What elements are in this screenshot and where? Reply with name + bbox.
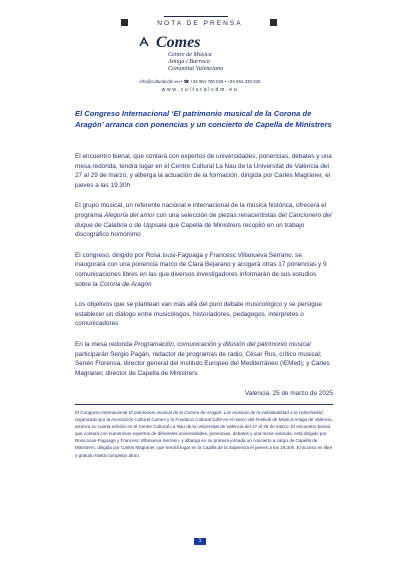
article-body <box>75 152 333 399</box>
website-link[interactable]: www.culturalcdm.eu <box>161 87 239 93</box>
paragraph-3: El congreso, dirigido por Rosa Isusi-Fagoaga y Francesc Villanueva Serrano, se inaugurará con una ponencia marco de Clara Bejarano y acogerá otras 17 ponencias y 9 comunicaciones libres en las que diversos investigadores informarán de sus estudios sobre la Corona de Aragón <box>75 251 327 288</box>
logo-line-1: Centre de Música <box>168 51 212 58</box>
logo-line-2: Antiga i Barroca <box>168 58 210 65</box>
footer-rule <box>75 404 333 405</box>
contact-line: info@culturalcdm.eu • ☎ +34 961 780 025 • +34 654 330 025 <box>139 79 261 84</box>
press-release-label: NOTA DE PRENSA <box>157 20 243 27</box>
logo-line-3: Comunitat Valenciana <box>168 65 224 72</box>
paragraph-4: Los objetivos que se plantean van más allá del puro debate musicológico y se persigue establecer un diálogo entre musicólogos, historiadores, pedagogos, intérpretes o comunicadores <box>75 301 322 328</box>
comes-logo <box>154 34 254 72</box>
paragraph-1: El encuentro bienal, que contará con expertos de universidades, ponencias, debates y una mesa redonda, tendrá lugar en el Centre Cultural La Nau de la Universitat de València del 27 al 29 de marzo, y alberga la actuación de la formación, dirigida por Carles Magraner, el jueves a las 19.30h <box>75 153 332 189</box>
logo-mark-icon <box>138 36 150 48</box>
paragraph-2: El grupo musical, un referente nacional e internacional de la música histórica, ofrecerá el programa Alegoría del amor con una selección de piezas renacentistas del Cancionero del duque de Calabria o de Uppsala que Capella de Ministrers recopiló en un trabajo discográfico homónimo <box>75 202 332 239</box>
footer-summary: El Congreso Internacional El patrimonio musical de la Corona de Aragón: Las músicas de la individualidad a la colectividad, organizado por la Asociación Cultural Comes y la Fundació Cultural CdM en el marco del Festival de Música Antiga de Valencia, arranca su cuarta edición en el Centre Cultural La Nau de la Universitat de València del 27 al 29 de marzo. El encuentro bienal, que contará con numerosos expertos de diferentes universidades, ponencias, debates y una mesa redonda, está dirigido por Rosa Isusi-Fagoaga y Francesc Villanueva Serrano, y albarga en su primera jornada un concierto a cargo de Capella de Ministrers, dirigida por Carles Magraner, que tendrá lugar en la Capilla de la Sapiencia el jueves a las 19.30h. El acceso es libre y gratuito hasta completar aforo. <box>75 410 333 458</box>
header-rule <box>164 16 228 17</box>
logo-brand: Comes <box>156 34 201 51</box>
header-square-right <box>270 19 277 26</box>
page-number: 1 <box>194 538 206 545</box>
dateline: Valencia, 25 de marzo de 2025 <box>245 390 333 398</box>
headline: El Congreso Internacional ‘El patrimonio musical de la Corona de Aragón’ arranca con ponencias y un concierto de Capella de Ministrers <box>75 109 332 129</box>
paragraph-5: En la mesa redonda Programación, comunicación y difusión del patrimonio musical participarán Sergio Pagán, redactor de programas de radio; César Rus, crítico musical; Senén Florensa, director general del Instituto Europeo del Mediterráneo (IEMed); y Carles Magraner, director de Capella de Ministrers <box>75 340 330 377</box>
